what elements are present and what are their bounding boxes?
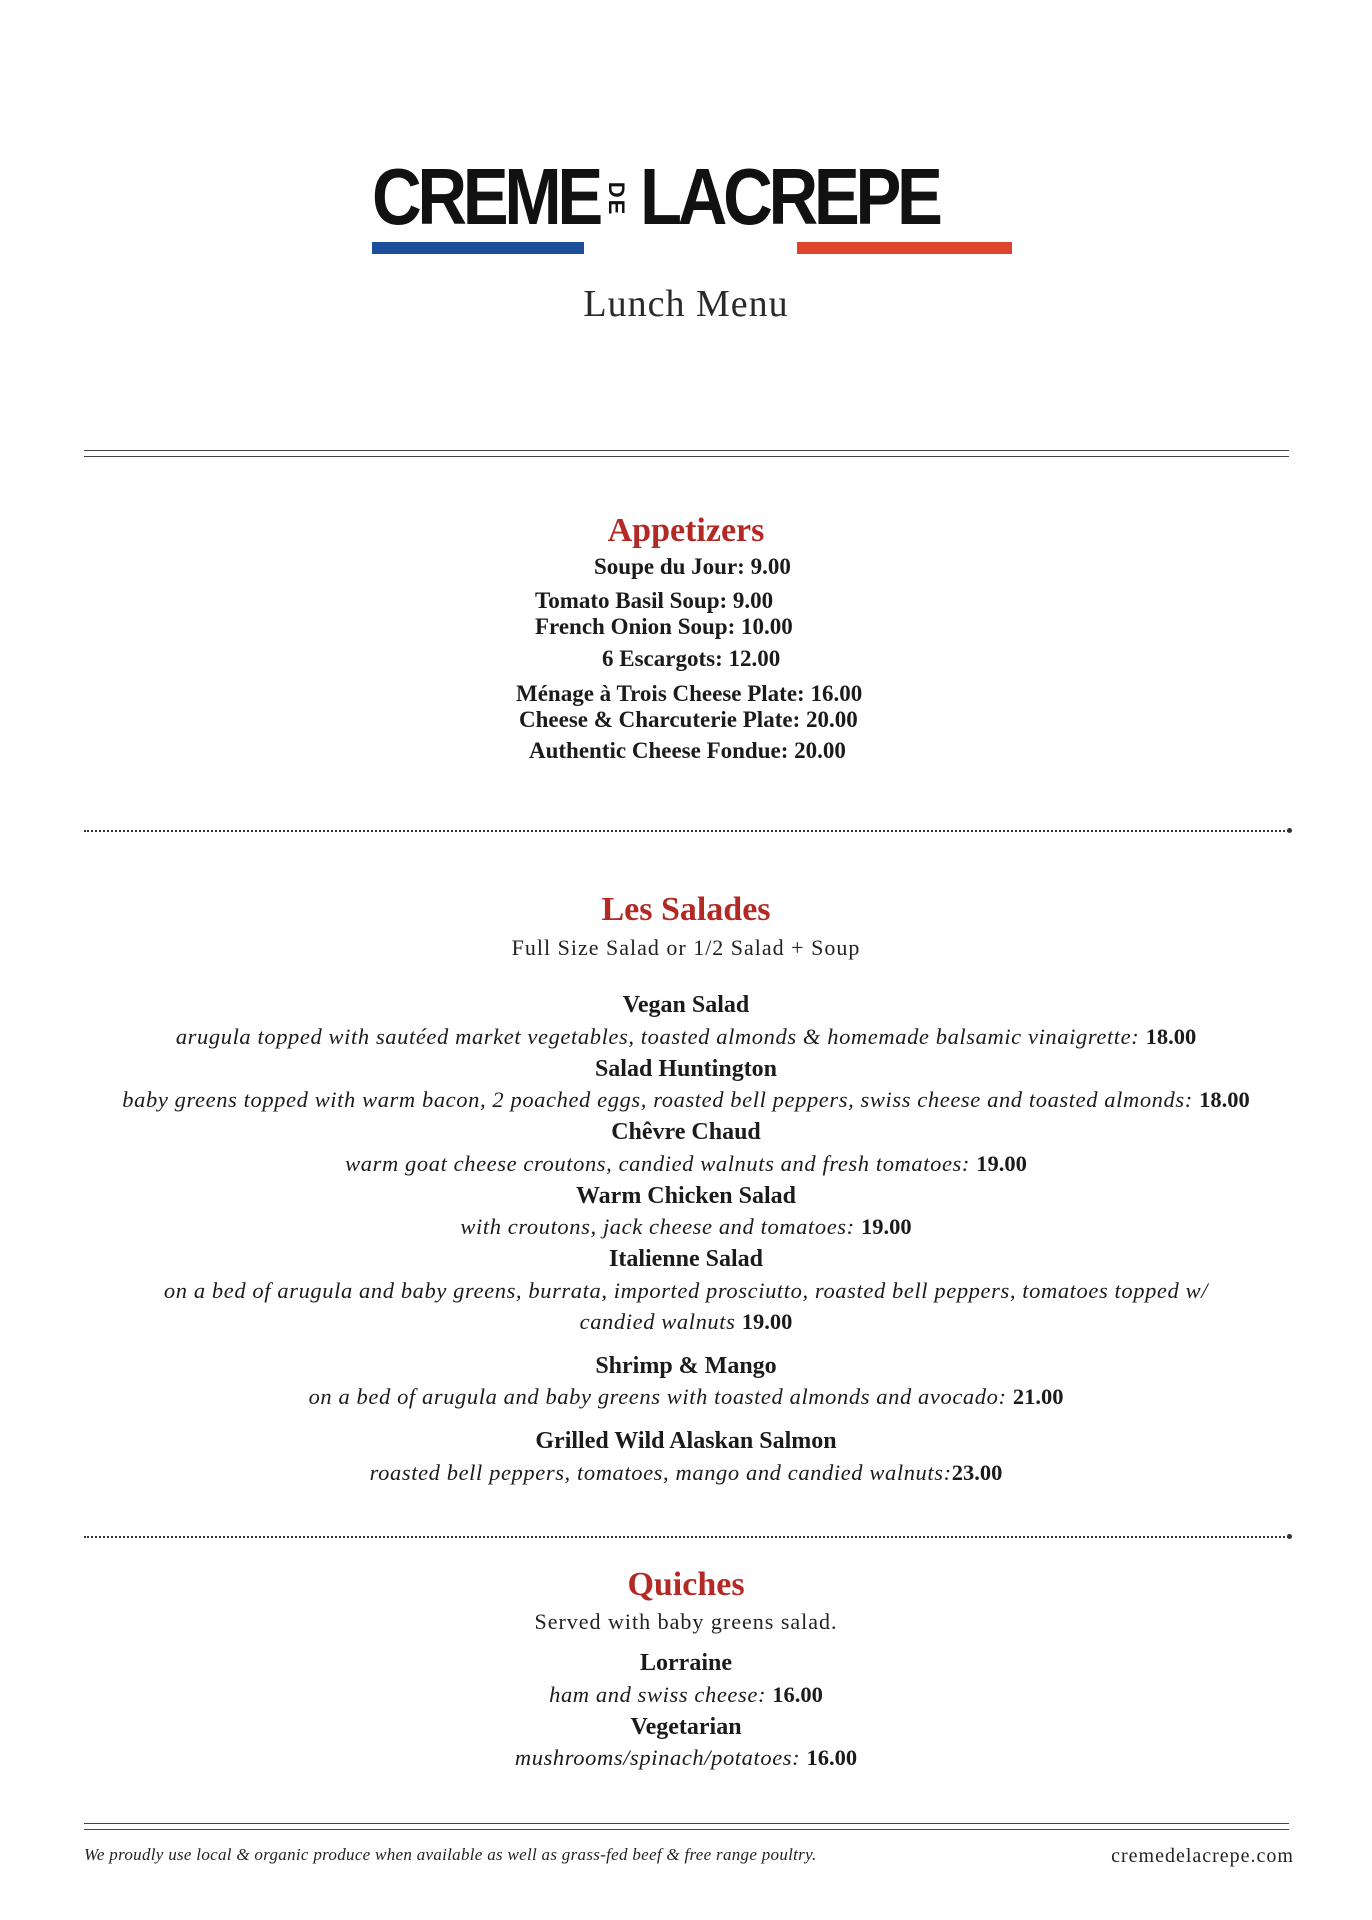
logo-word-lacrepe: LACREPE <box>640 152 939 241</box>
logo-blue-bar <box>372 242 584 254</box>
dish-price: 19.00 <box>860 1214 912 1239</box>
dish-price: 21.00 <box>1012 1384 1064 1409</box>
dish-price: 18.00 <box>1145 1024 1197 1049</box>
quiches-title: Quiches <box>627 1566 745 1603</box>
dish-name: Shrimp & Mango <box>595 1353 777 1379</box>
dish-description: roasted bell peppers, tomatoes, mango and candied walnuts:23.00 <box>369 1460 1003 1485</box>
double-divider-bottom <box>84 1823 1289 1830</box>
dish-name: Salad Huntington <box>594 1056 778 1082</box>
appetizer-item: French Onion Soup: 10.00 <box>535 614 793 639</box>
quiches-subtitle: Served with baby greens salad. <box>534 1609 838 1634</box>
dish-price: 19.00 <box>741 1309 793 1334</box>
dish-name: Grilled Wild Alaskan Salmon <box>535 1428 837 1454</box>
dish-name: Chêvre Chaud <box>611 1119 761 1145</box>
dotted-divider <box>84 1536 1289 1538</box>
double-divider-top <box>84 450 1289 457</box>
dish-description: arugula topped with sautéed market vegetables, toasted almonds & homemade balsamic vinaigrette: 18.00 <box>175 1024 1197 1049</box>
page-subtitle: Lunch Menu <box>583 283 789 325</box>
footer-note: We proudly use local & organic produce when available as well as grass-fed beef & free range poultry. <box>84 1845 817 1864</box>
appetizer-item: 6 Escargots: 12.00 <box>602 646 781 671</box>
appetizer-item: Ménage à Trois Cheese Plate: 16.00 <box>516 681 863 706</box>
dish-name: Warm Chicken Salad <box>575 1183 797 1209</box>
appetizer-item: Authentic Cheese Fondue: 20.00 <box>529 738 846 763</box>
logo-word-creme: CREME <box>372 152 599 241</box>
logo-de: DE <box>604 181 629 217</box>
dish-price: 23.00 <box>951 1460 1003 1485</box>
dish-description-continued: candied walnuts 19.00 <box>579 1309 793 1334</box>
brand-logo <box>372 152 1012 260</box>
dish-description: warm goat cheese croutons, candied walnuts and fresh tomatoes: 19.00 <box>345 1151 1027 1176</box>
dotted-divider <box>84 830 1289 832</box>
dish-price: 19.00 <box>976 1151 1027 1176</box>
dish-description: baby greens topped with warm bacon, 2 poached eggs, roasted bell peppers, swiss cheese and toasted almonds: 18.00 <box>122 1087 1250 1112</box>
logo-red-bar <box>797 242 1012 254</box>
dish-description: with croutons, jack cheese and tomatoes: 19.00 <box>460 1214 912 1239</box>
dish-price: 16.00 <box>772 1682 823 1707</box>
salads-subtitle: Full Size Salad or 1/2 Salad + Soup <box>511 935 861 960</box>
appetizer-item: Soupe du Jour: 9.00 <box>594 554 791 579</box>
dish-description: on a bed of arugula and baby greens with toasted almonds and avocado: 21.00 <box>308 1384 1064 1409</box>
salads-title: Les Salades <box>601 891 771 928</box>
dish-name: Italienne Salad <box>608 1246 764 1272</box>
dish-name: Vegetarian <box>630 1714 742 1740</box>
dish-name: Vegan Salad <box>622 992 750 1018</box>
dish-price: 16.00 <box>806 1745 858 1770</box>
appetizer-item: Tomato Basil Soup: 9.00 <box>535 588 774 613</box>
footer-website[interactable]: cremedelacrepe.com <box>1111 1845 1294 1867</box>
dish-name: Lorraine <box>640 1650 732 1676</box>
appetizer-item: Cheese & Charcuterie Plate: 20.00 <box>519 707 858 732</box>
dish-description: ham and swiss cheese: 16.00 <box>549 1682 823 1707</box>
dish-price: 18.00 <box>1199 1087 1250 1112</box>
appetizers-title: Appetizers <box>607 512 765 549</box>
dish-description: mushrooms/spinach/potatoes: 16.00 <box>514 1745 858 1770</box>
dish-description: on a bed of arugula and baby greens, burrata, imported prosciutto, roasted bell peppers, tomatoes topped w/ <box>163 1278 1209 1303</box>
